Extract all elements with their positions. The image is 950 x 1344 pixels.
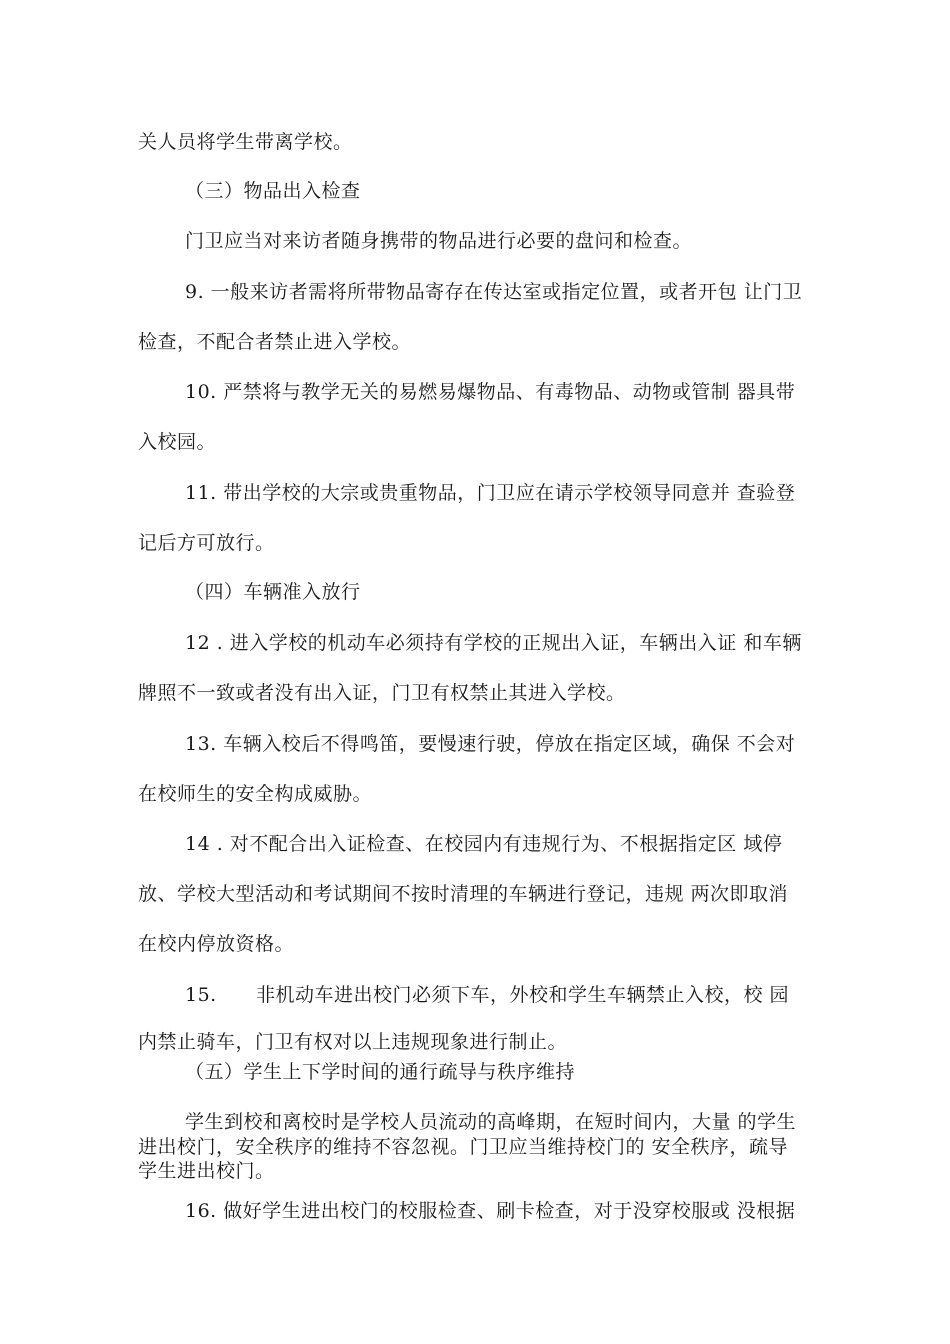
text-line: 16. 做好学生进出校门的校服检查、刷卡检查，对于没穿校服或 没根据 bbox=[185, 1200, 796, 1222]
section-heading: （四）车辆准入放行 bbox=[185, 581, 361, 603]
section-heading: （三）物品出入检查 bbox=[185, 180, 361, 202]
text-line: 记后方可放行。 bbox=[138, 532, 275, 554]
text-line: 内禁止骑车，门卫有权对以上违规现象进行制止。 bbox=[138, 1031, 568, 1053]
text-line: 关人员将学生带离学校。 bbox=[138, 131, 353, 153]
text-line: 学生到校和离校时是学校人员流动的高峰期，在短时间内，大量 的学生 bbox=[185, 1111, 797, 1133]
text-line: 学生进出校门。 bbox=[138, 1160, 275, 1182]
text-line: 9. 一般来访者需将所带物品寄存在传达室或指定位置，或者开包 让门卫 bbox=[185, 281, 803, 303]
text-line: 检查，不配合者禁止进入学校。 bbox=[138, 331, 412, 353]
text-line: 入校园。 bbox=[138, 431, 217, 453]
text-line: 14 . 对不配合出入证检查、在校园内有违规行为、不根据指定区 域停 bbox=[185, 833, 783, 855]
text-line: 13. 车辆入校后不得鸣笛，要慢速行驶，停放在指定区域，确保 不会对 bbox=[185, 733, 796, 755]
text-line: 门卫应当对来访者随身携带的物品进行必要的盘问和检查。 bbox=[185, 230, 693, 252]
text-line: 放、学校大型活动和考试期间不按时清理的车辆进行登记，违规 两次即取消 bbox=[138, 883, 789, 905]
text-line: 进出校门，安全秩序的维持不容忽视。门卫应当维持校门的 安全秩序，疏导 bbox=[138, 1136, 789, 1158]
section-heading: （五）学生上下学时间的通行疏导与秩序维持 bbox=[185, 1061, 576, 1083]
text-line: 在校内停放资格。 bbox=[138, 933, 295, 955]
text-line: 在校师生的安全构成威胁。 bbox=[138, 783, 373, 805]
text-line: 12 . 进入学校的机动车必须持有学校的正规出入证，车辆出入证 和车辆 bbox=[185, 632, 802, 654]
text-line: 10. 严禁将与教学无关的易燃易爆物品、有毒物品、动物或管制 器具带 bbox=[185, 381, 796, 403]
text-line: 牌照不一致或者没有出入证，门卫有权禁止其进入学校。 bbox=[138, 682, 626, 704]
item-number: 15. bbox=[185, 984, 217, 1006]
text-line: 非机动车进出校门必须下车，外校和学生车辆禁止入校，校 园 bbox=[256, 984, 790, 1006]
text-line: 11. 带出学校的大宗或贵重物品，门卫应在请示学校领导同意并 查验登 bbox=[185, 482, 796, 504]
